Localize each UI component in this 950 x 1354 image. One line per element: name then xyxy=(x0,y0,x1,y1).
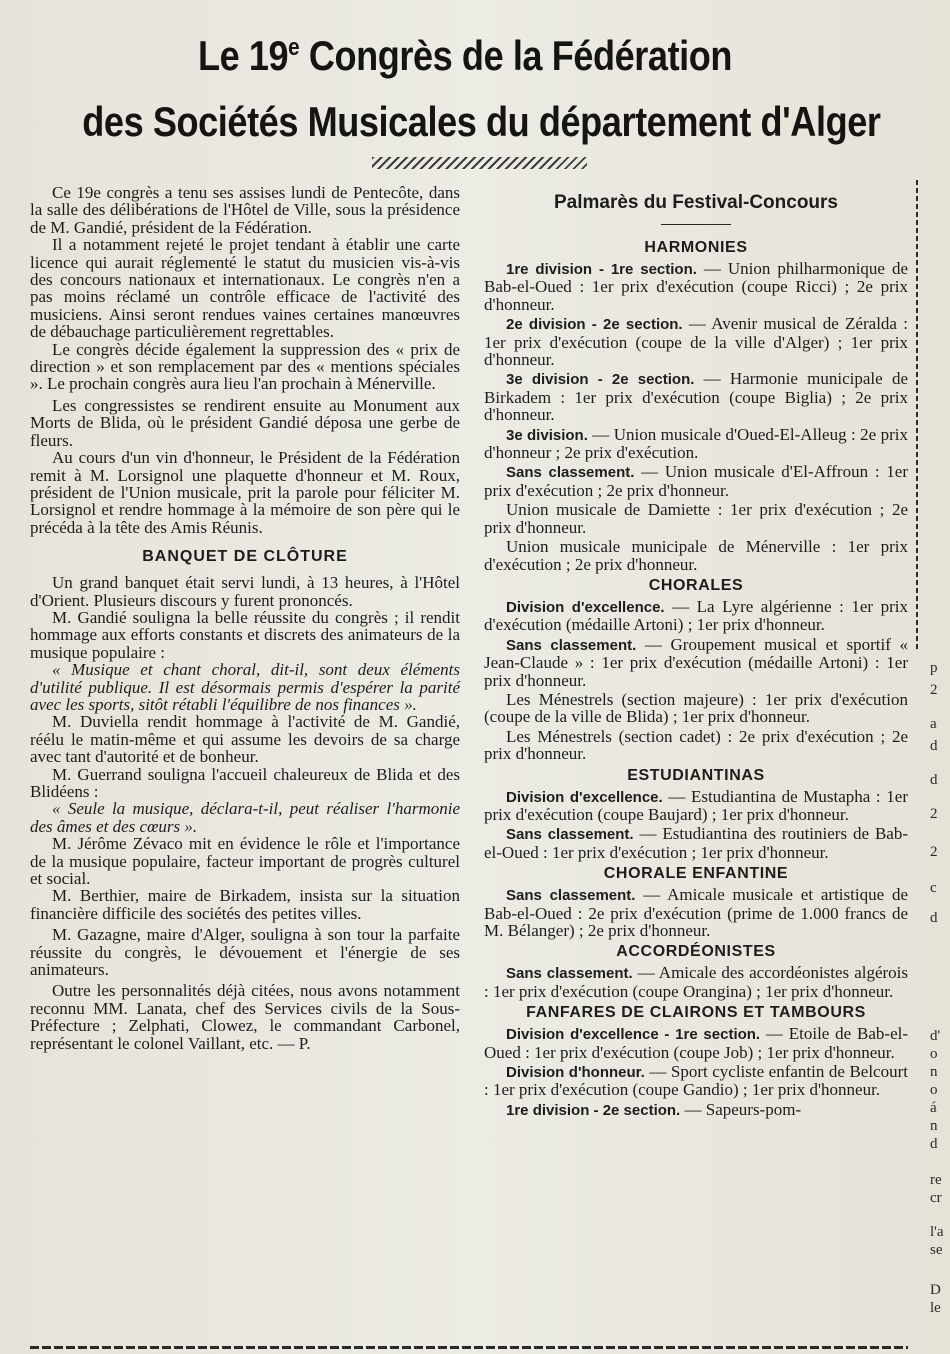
category-heading: FANFARES DE CLAIRONS ET TAMBOURS xyxy=(526,1004,866,1022)
award-division-label: 2e division - 2e section. xyxy=(506,316,683,334)
paragraph: M. Guerrand souligna l'accueil chaleureux de Blida et des Blidéens : xyxy=(30,764,460,801)
award-division-label: 1re division - 1re section. xyxy=(506,261,697,278)
award-entry xyxy=(484,636,908,689)
article-left-column xyxy=(30,184,460,1052)
award-division-label: 3e division. xyxy=(506,426,588,444)
paragraph: Les congressistes se rendirent ensuite au Monument aux Morts de Blida, où le président Gandié déposa une gerbe de fleurs. xyxy=(30,395,460,450)
edge-text-fragment: cr xyxy=(930,1190,942,1206)
award-text: — Union philharmonique de Bab-el-Oued : 1er prix d'exécution (coupe Ricci) ; 2e prix d'honneur. xyxy=(484,259,908,314)
paragraph: M. Berthier, maire de Birkadem, insista sur la situation financière difficile des sociétés des petites villes. xyxy=(30,886,460,923)
edge-text-fragment: d xyxy=(930,910,938,926)
category-heading: CHORALES xyxy=(648,576,744,594)
award-text: — Sport cycliste enfantin de Belcourt : 1er prix d'exécution (coupe Gandio) ; 1er prix d'honneur. xyxy=(484,1062,908,1100)
award-text: Union musicale municipale de Ménerville : 1er prix d'exécution ; 2e prix d'honneur. xyxy=(484,537,908,574)
headline-line-2: des Sociétés Musicales du département d'Alger xyxy=(82,98,881,145)
palmares-title: Palmarès du Festival-Concours xyxy=(553,192,839,213)
edge-text-fragment: d xyxy=(930,772,938,788)
quote-paragraph: « Seule la musique, déclara-t-il, peut réaliser l'harmonie des âmes et des cœurs ». xyxy=(30,799,460,836)
award-division-label: Division d'excellence. xyxy=(506,788,663,806)
section-heading-banquet: BANQUET DE CLÔTURE xyxy=(142,548,348,566)
category-heading: HARMONIES xyxy=(644,239,748,256)
award-text: — Groupement musical et sportif « Jean-Claude » : 1er prix d'exécution (médaille Artoni) : 1er prix d'honneur. xyxy=(484,634,908,690)
bottom-dashed-rule xyxy=(30,1346,908,1349)
award-text: Les Ménestrels (section cadet) : 2e prix d'exécution ; 2e prix d'honneur. xyxy=(484,726,908,764)
award-entry xyxy=(484,538,908,573)
paragraph: M. Gandié souligna la belle réussite du congrès ; il rendit hommage aux efforts constants et discrets des animateurs de la musique populaire : xyxy=(30,607,460,662)
award-division-label: Sans classement. xyxy=(506,887,636,905)
edge-text-fragment: d xyxy=(930,738,938,754)
edge-text-fragment: p xyxy=(930,660,938,676)
award-entry xyxy=(484,1025,908,1061)
edge-text-fragment: l'a xyxy=(930,1224,944,1240)
award-division-label: Division d'excellence. xyxy=(506,598,665,616)
category-heading: ESTUDIANTINAS xyxy=(627,766,765,784)
paragraph: M. Gazagne, maire d'Alger, souligna à son tour la parfaite réussite du congrès, le dévouement et l'énergie de ses animateurs. xyxy=(30,925,460,980)
award-entry xyxy=(484,501,908,536)
title-divider xyxy=(661,224,731,225)
decorative-wavy-rule xyxy=(372,157,587,169)
award-entry xyxy=(484,1101,908,1119)
award-entry xyxy=(484,788,908,824)
edge-text-fragment: a xyxy=(930,716,937,732)
award-entry xyxy=(484,964,908,1000)
edge-text-fragment: 2 xyxy=(930,682,938,698)
award-text: — Amicale des accordéonistes algérois : 1er prix d'exécution (coupe Orangina) ; 1er prix d'honneur. xyxy=(484,963,909,1001)
award-text: Les Ménestrels (section majeure) : 1er prix d'exécution (coupe de la ville de Blida) ; 1er prix d'honneur. xyxy=(484,689,908,727)
award-text: Union musicale de Damiette : 1er prix d'exécution ; 2e prix d'honneur. xyxy=(484,500,908,537)
award-text: — Estudiantina de Mustapha : 1er prix d'exécution (coupe Baujard) ; 1er prix d'honneur. xyxy=(484,786,908,824)
award-division-label: Division d'honneur. xyxy=(506,1064,645,1082)
award-text: — Avenir musical de Zéralda : 1er prix d'exécution (coupe de la ville d'Alger) ; 1er prix d'honneur. xyxy=(484,314,908,370)
edge-text-fragment: 2 xyxy=(930,844,938,860)
edge-text-fragment: 2 xyxy=(930,806,938,822)
paragraph: Un grand banquet était servi lundi, à 13 heures, à l'Hôtel d'Orient. Plusieurs discours y furent prononcés. xyxy=(30,573,460,610)
category-heading: ACCORDÉONISTES xyxy=(616,943,776,961)
paragraph: Outre les personnalités déjà citées, nous avons notamment reconnu MM. Lanata, chef des Services civils de la Sous-Préfecture ; Zelphati, Clowez, le commandant Carbonel, représentant le colonel Vaillant, etc. — P. xyxy=(30,981,460,1053)
paragraph: Le congrès décide également la suppression des « prix de direction » et son remplacement par des « mentions spéciales ». Le prochain congrès aura lieu l'an prochain à Ménerville. xyxy=(30,339,460,394)
edge-text-fragment: d xyxy=(930,1136,938,1152)
edge-text-fragment: n xyxy=(930,1118,938,1134)
award-text: — Sapeurs-pom- xyxy=(680,1099,802,1119)
headline-line-1: Le 19e Congrès de la Fédération xyxy=(197,32,733,79)
award-entry xyxy=(484,315,908,368)
edge-text-fragment: se xyxy=(930,1242,943,1258)
paragraph: Ce 19e congrès a tenu ses assises lundi de Pentecôte, dans la salle des délibérations de l'Hôtel de Ville, sous la présidence de M. Gandié, président de la Fédération. xyxy=(30,183,460,237)
award-division-label: 1re division - 2e section. xyxy=(506,1101,681,1119)
award-entry xyxy=(484,825,908,861)
edge-text-fragment: d' xyxy=(930,1028,941,1044)
palmares-sections xyxy=(484,239,908,1119)
award-entry xyxy=(484,260,908,313)
award-entry xyxy=(484,426,908,462)
edge-text-fragment: c xyxy=(930,880,937,896)
award-text: — Union musicale d'Oued-El-Alleug : 2e prix d'honneur ; 2e prix d'exécution. xyxy=(484,424,908,463)
award-text: — Union musicale d'El-Affroun : 1er prix d'exécution ; 2e prix d'honneur. xyxy=(484,462,909,500)
award-entry xyxy=(484,691,908,726)
award-division-label: Sans classement. xyxy=(506,826,634,844)
award-division-label: Sans classement. xyxy=(506,965,633,983)
award-entry xyxy=(484,728,908,763)
award-division-label: Sans classement. xyxy=(506,464,635,482)
category-heading: CHORALE ENFANTINE xyxy=(603,865,789,883)
award-division-label: 3e division - 2e section. xyxy=(506,371,695,389)
edge-text-fragment: le xyxy=(930,1300,941,1316)
paragraph: Il a notamment rejeté le projet tendant à établir une carte licence qui aurait réglementé le statut du musicien vis-à-vis des concours nationaux et internationaux. Le congrès n'en a pas moins réclamé un contrôle efficace de l'activité des musiciens. Ainsi seront rendues vaines certaines manœuvres de débauchage particulièrement regrettables. xyxy=(30,235,460,342)
award-text: — Amicale musicale et artistique de Bab-el-Oued : 2e prix d'exécution (prime de 1.000 francs de M. Bélanger) ; 2e prix d'honneur. xyxy=(484,885,908,940)
paragraph: Au cours d'un vin d'honneur, le Président de la Fédération remit à M. Lorsignol une plaquette d'honneur et M. Roux, président de l'Union musicale, prit la parole pour féliciter M. Lorsignol et rendre hommage à la mémoire de son père qui le précéda à la tête des Amis Réunis. xyxy=(30,448,460,537)
edge-text-fragment: n xyxy=(930,1064,938,1080)
award-entry xyxy=(484,598,908,634)
edge-text-fragment: o xyxy=(930,1082,938,1098)
award-text: — Etoile de Bab-el-Oued : 1er prix d'exécution (coupe Job) ; 1er prix d'honneur. xyxy=(484,1024,908,1062)
award-division-label: Sans classement. xyxy=(506,636,637,654)
award-text: — La Lyre algérienne : 1er prix d'exécution (médaille Artoni) ; 1er prix d'honneur. xyxy=(484,596,908,635)
award-entry xyxy=(484,370,908,423)
edge-text-fragment: re xyxy=(930,1172,942,1188)
award-text: — Estudiantina des routiniers de Bab-el-Oued : 1er prix d'exécution ; 1er prix d'honneur. xyxy=(484,824,908,862)
award-entry xyxy=(484,463,908,499)
quote-paragraph: « Musique et chant choral, dit-il, sont deux éléments d'utilité publique. Il est désormais permis d'espérer la parité avec les sports, sitôt rétabli l'équilibre de nos finances ». xyxy=(30,660,460,714)
column-divider xyxy=(916,180,918,650)
palmares-right-column xyxy=(484,184,908,1121)
edge-text-fragment: á xyxy=(930,1100,937,1116)
award-entry xyxy=(484,1063,908,1099)
edge-text-fragment: D xyxy=(930,1282,941,1298)
edge-text-fragment: o xyxy=(930,1046,938,1062)
award-entry xyxy=(484,886,908,939)
paragraph: M. Duviella rendit hommage à l'activité de M. Gandié, réélu le matin-même et qui assume les devoirs de sa charge avec tant d'autorité et de bonheur. xyxy=(30,712,460,767)
award-division-label: Division d'excellence - 1re section. xyxy=(506,1026,761,1044)
paragraph: M. Jérôme Zévaco mit en évidence le rôle et l'importance de la musique populaire, facteur important de progrès culturel et social. xyxy=(30,834,460,889)
award-text: — Harmonie municipale de Birkadem : 1er prix d'exécution (coupe Biglia) ; 2e prix d'honneur. xyxy=(484,369,908,425)
